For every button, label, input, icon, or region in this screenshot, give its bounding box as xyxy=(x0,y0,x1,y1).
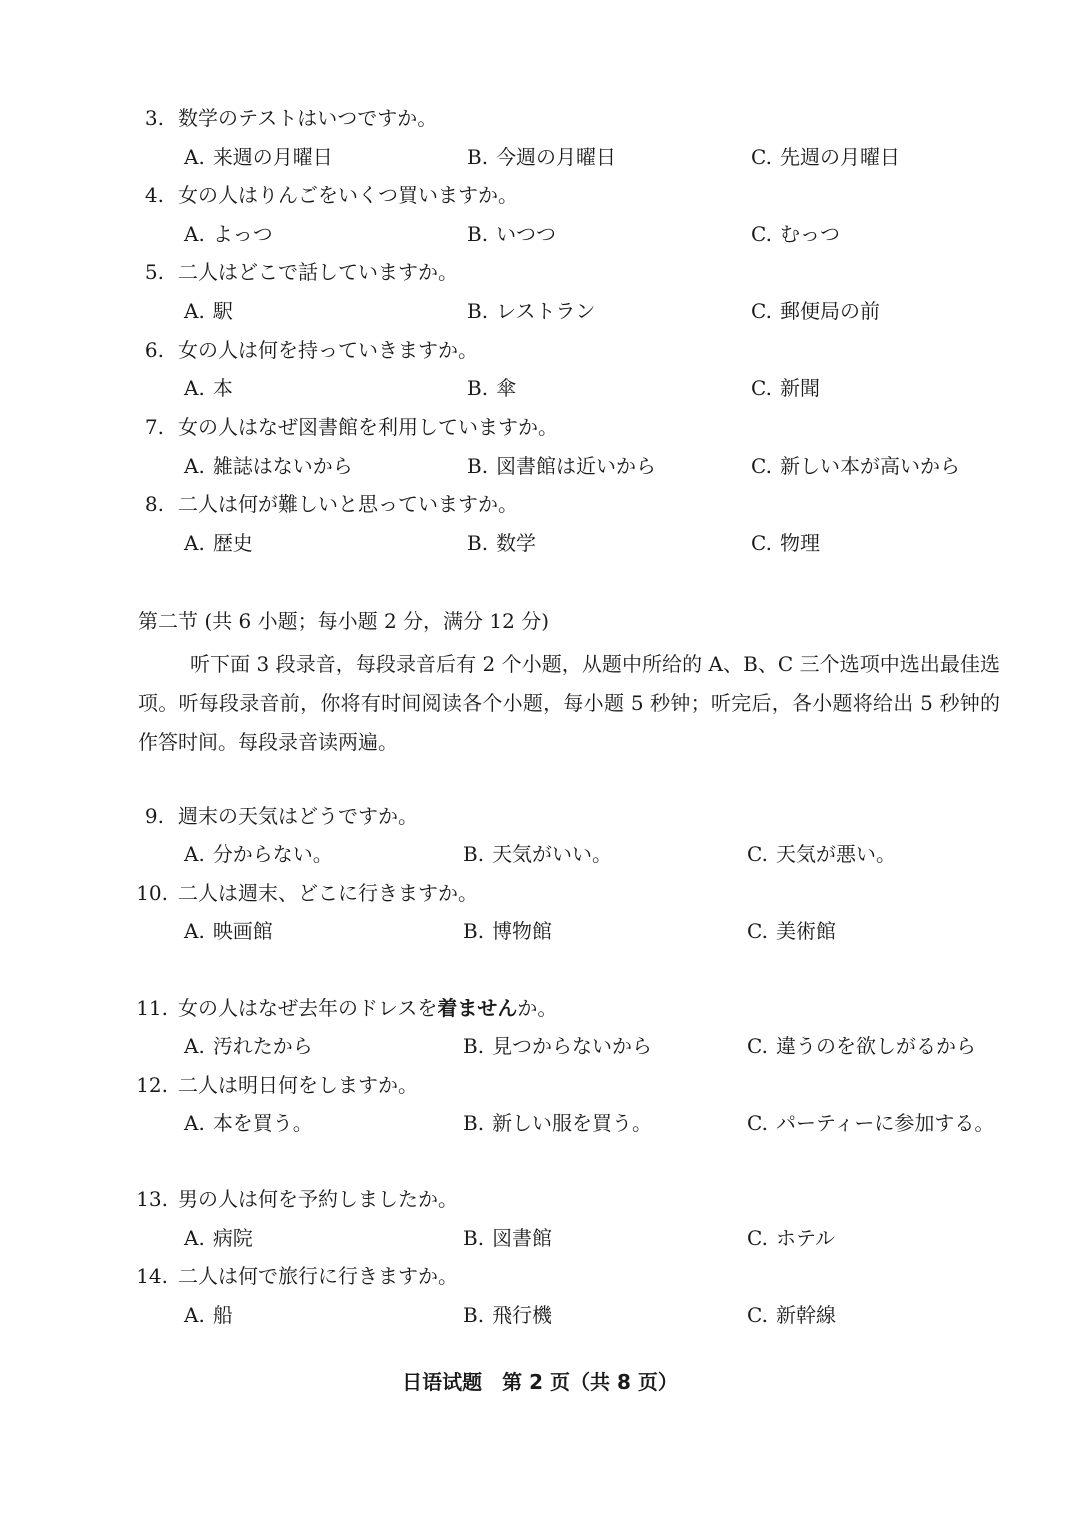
option-a[interactable]: A. よっつ xyxy=(184,222,273,246)
option-b[interactable]: B. レストラン xyxy=(467,299,596,323)
option-c[interactable]: C. むっつ xyxy=(751,222,840,246)
section-instructions: 听下面 3 段录音，每段录音后有 2 个小题，从题中所给的 A、B、C 三个选项中选出最佳选项。听每段录音前，你将有时间阅读各个小题，每小题 5 秒钟；听完后，各小题将给出 5 秒钟的作答时间。每段录音读两遍。 xyxy=(138,652,1000,754)
option-a[interactable]: A. 病院 xyxy=(184,1226,253,1250)
option-c[interactable]: C. 新幹線 xyxy=(747,1303,836,1327)
option-b[interactable]: B. 天気がいい。 xyxy=(463,842,613,866)
option-a[interactable]: A. 分からない。 xyxy=(184,842,333,866)
option-a[interactable]: A. 歴史 xyxy=(184,531,253,555)
option-b[interactable]: B. 傘 xyxy=(467,376,517,400)
question-number: 6. xyxy=(144,338,164,362)
question-number: 9. xyxy=(144,804,164,828)
option-b[interactable]: B. 見つからないから xyxy=(463,1034,653,1058)
option-c[interactable]: C. 郵便局の前 xyxy=(751,299,880,323)
options-row-14 xyxy=(0,1301,1080,1329)
options-row-13 xyxy=(0,1224,1080,1252)
question-text: 女の人はなぜ図書館を利用していますか。 xyxy=(178,415,558,439)
question-number: 13. xyxy=(136,1187,168,1211)
question-text: 週末の天気はどうですか。 xyxy=(178,804,418,828)
question-number: 12. xyxy=(136,1073,168,1097)
question-text: 女の人はりんごをいくつ買いますか。 xyxy=(178,183,518,207)
options-row-3 xyxy=(0,143,1080,171)
options-row-9 xyxy=(0,840,1080,868)
question-number: 11. xyxy=(136,996,168,1020)
option-c[interactable]: C. パーティーに参加する。 xyxy=(747,1111,995,1135)
question-text: 女の人はなぜ去年のドレスを着ませんか。 xyxy=(178,996,558,1020)
question-text: 二人は週末、どこに行きますか。 xyxy=(178,881,478,905)
option-a[interactable]: A. 映画館 xyxy=(184,919,273,943)
option-b[interactable]: B. いつつ xyxy=(467,222,557,246)
question-number: 10. xyxy=(136,881,168,905)
option-b[interactable]: B. 今週の月曜日 xyxy=(467,145,617,169)
options-row-8 xyxy=(0,529,1080,557)
page-footer: 日语试题 第 2 页（共 8 页） xyxy=(402,1370,678,1394)
option-b[interactable]: B. 数学 xyxy=(467,531,537,555)
option-b[interactable]: B. 図書館は近いから xyxy=(467,454,657,478)
question-text: 二人はどこで話していますか。 xyxy=(178,260,458,284)
option-a[interactable]: A. 本 xyxy=(184,376,233,400)
section-title: 第二节 (共 6 小题；每小题 2 分，满分 12 分) xyxy=(138,609,550,633)
question-number: 7. xyxy=(144,415,164,439)
option-c[interactable]: C. 新聞 xyxy=(751,376,820,400)
options-row-11 xyxy=(0,1032,1080,1060)
options-row-12 xyxy=(0,1109,1080,1137)
option-c[interactable]: C. 物理 xyxy=(751,531,820,555)
option-b[interactable]: B. 新しい服を買う。 xyxy=(463,1111,653,1135)
options-row-5 xyxy=(0,297,1080,325)
options-row-4 xyxy=(0,220,1080,248)
option-a[interactable]: A. 駅 xyxy=(184,299,233,323)
question-number: 3. xyxy=(144,106,164,130)
question-text: 二人は明日何をしますか。 xyxy=(178,1073,418,1097)
option-b[interactable]: B. 飛行機 xyxy=(463,1303,553,1327)
question-text: 男の人は何を予約しましたか。 xyxy=(178,1187,458,1211)
question-number: 4. xyxy=(144,183,164,207)
question-text: 二人は何で旅行に行きますか。 xyxy=(178,1264,458,1288)
emphasized-verb: 着ません xyxy=(437,996,518,1020)
question-number: 14. xyxy=(136,1264,168,1288)
options-row-7 xyxy=(0,452,1080,480)
question-text: 女の人は何を持っていきますか。 xyxy=(178,338,478,362)
option-b[interactable]: B. 博物館 xyxy=(463,919,553,943)
option-a[interactable]: A. 雑誌はないから xyxy=(184,454,353,478)
question-number: 5. xyxy=(144,260,164,284)
option-b[interactable]: B. 図書館 xyxy=(463,1226,553,1250)
option-a[interactable]: A. 汚れたから xyxy=(184,1034,313,1058)
option-a[interactable]: A. 来週の月曜日 xyxy=(184,145,333,169)
option-c[interactable]: C. ホテル xyxy=(747,1226,835,1250)
option-c[interactable]: C. 美術館 xyxy=(747,919,836,943)
option-c[interactable]: C. 違うのを欲しがるから xyxy=(747,1034,976,1058)
question-text: 数学のテストはいつですか。 xyxy=(178,106,438,130)
options-row-10 xyxy=(0,917,1080,945)
options-row-6 xyxy=(0,374,1080,402)
option-c[interactable]: C. 天気が悪い。 xyxy=(747,842,896,866)
question-number: 8. xyxy=(144,492,164,516)
option-c[interactable]: C. 新しい本が高いから xyxy=(751,454,960,478)
option-a[interactable]: A. 船 xyxy=(184,1303,233,1327)
option-a[interactable]: A. 本を買う。 xyxy=(184,1111,313,1135)
option-c[interactable]: C. 先週の月曜日 xyxy=(751,145,900,169)
question-text: 二人は何が難しいと思っていますか。 xyxy=(178,492,518,516)
